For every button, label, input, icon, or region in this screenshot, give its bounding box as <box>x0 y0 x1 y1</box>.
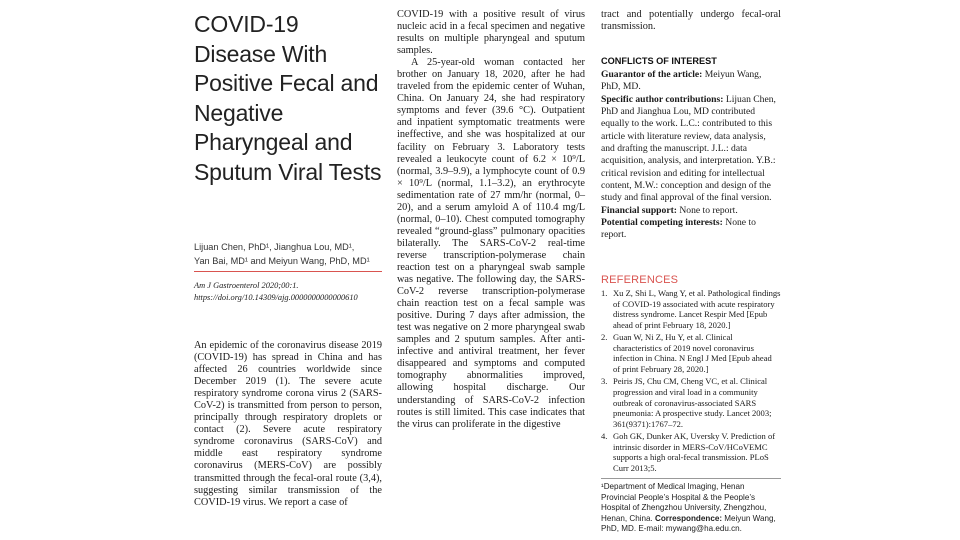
author-list <box>194 241 384 268</box>
guarantor-text: Meiyun Wang, PhD, MD. <box>601 69 762 93</box>
affiliation-divider <box>601 478 781 479</box>
conflicts-section <box>601 69 781 242</box>
references-heading: REFERENCES <box>601 274 679 286</box>
title-divider <box>194 271 382 272</box>
article-title: COVID-19 Disease With Positive Fecal and Negative Pharyngeal and Sputum Viral Tests <box>194 11 382 185</box>
reference-item <box>601 288 781 331</box>
reference-text: Guan W, Ni Z, Hu Y, et al. Clinical characteristics of 2019 novel coronavirus infection in China. N Engl J Med [Epub ahead of print February 28, 2020.] <box>613 332 772 375</box>
journal-citation: Am J Gastroenterol 2020;00:1. https://doi.org/10.14309/ajg.0000000000000610 <box>194 281 358 303</box>
case-paragraph-2: A 25-year-old woman contacted her brother on January 18, 2020, after he had traveled from the epidemic center of Wuhan, China. On January 24, she had respiratory symptoms and fever (39.6 °C). Outpatient and inpatient symptomatic treatments were ineffective, and she was hospitalized at our facility on February 3. Laboratory tests revealed a leukocyte count of 6.2 × 10⁹/L (normal, 3.9–9.9), a lymphocyte count of 0.9 × 10⁹/L (normal, 1.1–3.2), an erythrocyte sedimentation rate of 27 mm/hr (normal, 0–20), and a serum amyloid A of 110.4 mg/L (normal, 0–10). Chest computed tomography revealed “ground-glass” pulmonary opacities bilaterally. The SARS-CoV-2 real-time reverse transcription-polymerase chain reaction test on a pharyngeal swab sample was negative. The following day, the SARS-CoV-2 reverse transcription-polymerase chain reaction test on a fecal sample was positive. During 7 days after admission, the test was negative on 2 more pharyngeal swab samples and 2 sputum samples. After anti-infective and antiviral treatment, her fever disappeared and symptoms and computed tomography abnormalities improved, allowing hospital discharge. Our understanding of SARS-CoV-2 infection routes is still limited. This case indicates that the virus can proliferate in the digestive <box>397 57 585 430</box>
guarantor-label: Guarantor of the article: <box>601 69 703 80</box>
affiliation-block <box>601 482 781 535</box>
contributions-line <box>601 94 781 205</box>
reference-item <box>601 431 781 474</box>
author-line-2: Yan Bai, MD¹ and Meiyun Wang, PhD, MD¹ <box>194 255 370 266</box>
funding-text: None to report. <box>679 204 738 216</box>
reference-number: 4. <box>601 431 608 442</box>
reference-item <box>601 376 781 429</box>
contributions-label: Specific author contributions: <box>601 93 724 105</box>
case-text <box>397 9 585 431</box>
competing-text: None to report. <box>601 217 756 241</box>
conflicts-heading: CONFLICTS OF INTEREST <box>601 56 717 66</box>
reference-number: 3. <box>601 376 608 387</box>
reference-text: Goh GK, Dunker AK, Uversky V. Prediction of intrinsic disorder in MERS-CoV/HCoVEMC supports a high oral-fecal transmission. PLoS Curr 2013;5. <box>613 431 776 473</box>
reference-text: Peiris JS, Chu CM, Cheng VC, et al. Clinical progression and viral load in a community outbreak of coronavirus-associated SARS pneumonia: A prospective study. Lancet 2003; 361(9371):1767–72. <box>613 376 772 429</box>
funding-label: Financial support: <box>601 204 677 216</box>
reference-number: 2. <box>601 332 608 343</box>
competing-line <box>601 217 781 242</box>
affiliation-text: ¹Department of Medical Imaging, Henan Provincial People’s Hospital & the People’s Hospital of Zhengzhou University, Zhengzhou, Henan, China. <box>601 482 767 523</box>
correspondence-label: Correspondence: <box>655 513 723 523</box>
author-line-1: Lijuan Chen, PhD¹, Jianghua Lou, MD¹, <box>194 242 355 252</box>
conclusion-text: tract and potentially undergo fecal-oral transmission. <box>601 9 781 33</box>
reference-number: 1. <box>601 288 608 298</box>
intro-text <box>194 340 382 509</box>
reference-list <box>601 288 781 475</box>
reference-text: Xu Z, Shi L, Wang Y, et al. Pathological findings of COVID-19 associated with acute respiratory distress syndrome. Lancet Respir Med [Epub ahead of print February 18, 2020.] <box>613 288 781 330</box>
reference-item <box>601 332 781 375</box>
case-paragraph-1: COVID-19 with a positive result of virus nucleic acid in a fecal specimen and negative results on multiple pharyngeal and sputum samples. <box>397 9 585 57</box>
intro-paragraph: An epidemic of the coronavirus disease 2019 (COVID-19) has spread in China and has affected 26 countries worldwide since December 2019 (1). The severe acute respiratory syndrome corona virus 2 (SARS-CoV-2) is transmitted from person to person, principally through respiratory droplets or contact (2). Severe acute respiratory syndrome coronavirus (SARS-CoV) and middle east respiratory syndrome coronavirus (MERS-CoV) are possibly transmitted through the fecal-oral route (3,4), suggesting similar transmission of the COVID-19 virus. We report a case of <box>194 340 382 508</box>
funding-line <box>601 205 781 217</box>
competing-label: Potential competing interests: <box>601 217 723 229</box>
correspondence-text: Meiyun Wang, PhD, MD. E-mail: mywang@ha.edu.cn. <box>601 513 776 533</box>
guarantor-line <box>601 69 781 94</box>
contributions-text: Lijuan Chen, PhD and Jianghua Lou, MD contributed equally to the work. L.C.: contributed to this article with literature review, data analysis, and drafting the manuscript. J.L.: data acquisition, analysis, and interpretation. Y.B.: critical revision and editing for intellectual content, M.W.: conception and design of the study and final approval of the final version. <box>601 93 776 204</box>
